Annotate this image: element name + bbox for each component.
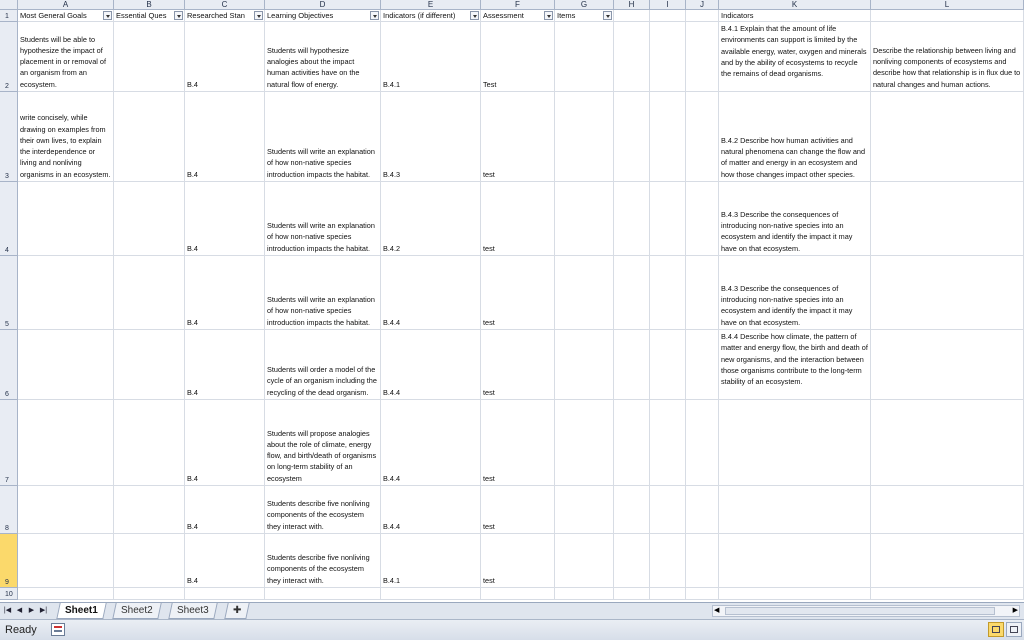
cell-text: B.4.4 bbox=[383, 521, 401, 531]
cell-d-row9[interactable] bbox=[265, 534, 381, 588]
cell-h-row9[interactable] bbox=[614, 534, 650, 588]
cell-i-row4[interactable] bbox=[650, 182, 686, 256]
cell-d-row8[interactable] bbox=[265, 486, 381, 534]
cell-h-row4[interactable] bbox=[614, 182, 650, 256]
cell-c-row9[interactable] bbox=[185, 534, 265, 588]
cell-text: B.4 bbox=[187, 521, 198, 531]
cell-k-row3[interactable] bbox=[719, 92, 871, 182]
cell-text: B.4.1 bbox=[383, 79, 401, 89]
cell-j-row8[interactable] bbox=[686, 486, 719, 534]
cell-a-row6[interactable] bbox=[18, 330, 114, 400]
cell-h-row2[interactable] bbox=[614, 22, 650, 92]
cell-text: B.4.1 bbox=[383, 575, 401, 585]
cell-f-row3[interactable] bbox=[481, 92, 555, 182]
cell-l-row8[interactable] bbox=[871, 486, 1024, 534]
row-header-2[interactable] bbox=[0, 22, 18, 92]
row-header-7[interactable] bbox=[0, 400, 18, 486]
scroll-left-icon[interactable]: ◀ bbox=[714, 607, 720, 614]
row-number: 6 bbox=[5, 391, 9, 398]
row-number: 3 bbox=[5, 173, 9, 180]
cell-j-row6[interactable] bbox=[686, 330, 719, 400]
cell-b-row2[interactable] bbox=[114, 22, 185, 92]
cell-c-row7[interactable] bbox=[185, 400, 265, 486]
row-header-3[interactable] bbox=[0, 92, 18, 182]
first-sheet-icon[interactable]: |◀ bbox=[3, 607, 12, 614]
insert-sheet-icon[interactable]: ✚ bbox=[224, 603, 249, 619]
cell-a-row10[interactable] bbox=[18, 588, 114, 600]
cell-text: Students will propose analogies about the role of climate, energy flow, and birth/death of organisms on long-term stability of an ecosystem bbox=[267, 428, 379, 483]
cell-text: Students will write an explanation of how non-native species introduction impacts the habitat. bbox=[267, 147, 377, 179]
header-cell-a[interactable] bbox=[18, 10, 114, 22]
header-label-a: Most General Goals bbox=[20, 11, 87, 20]
cell-c-row2[interactable] bbox=[185, 22, 265, 92]
row-number: 9 bbox=[5, 579, 9, 586]
cell-l-row4[interactable] bbox=[871, 182, 1024, 256]
header-cell-j[interactable] bbox=[686, 10, 719, 22]
cell-j-row4[interactable] bbox=[686, 182, 719, 256]
cell-text: B.4.3 bbox=[383, 169, 401, 179]
header-cell-b[interactable] bbox=[114, 10, 185, 22]
header-cell-i[interactable] bbox=[650, 10, 686, 22]
cell-c-row4[interactable] bbox=[185, 182, 265, 256]
filter-dropdown-icon[interactable] bbox=[103, 11, 112, 20]
cell-e-row3[interactable] bbox=[381, 92, 481, 182]
cell-k-row4[interactable] bbox=[719, 182, 871, 256]
cell-j-row5[interactable] bbox=[686, 256, 719, 330]
cell-d-row2[interactable] bbox=[265, 22, 381, 92]
cell-e-row7[interactable] bbox=[381, 400, 481, 486]
cell-d-row3[interactable] bbox=[265, 92, 381, 182]
cell-c-row5[interactable] bbox=[185, 256, 265, 330]
row-header-4[interactable] bbox=[0, 182, 18, 256]
cell-c-row10[interactable] bbox=[185, 588, 265, 600]
cell-d-row7[interactable] bbox=[265, 400, 381, 486]
header-cell-f[interactable] bbox=[481, 10, 555, 22]
cell-h-row7[interactable] bbox=[614, 400, 650, 486]
cell-text: B.4.4 bbox=[383, 473, 401, 483]
cell-a-row9[interactable] bbox=[18, 534, 114, 588]
cell-text: Students will hypothesize analogies about the impact human activities have on the natural flow of energy. bbox=[267, 45, 362, 89]
column-header-h[interactable]: H bbox=[614, 0, 650, 10]
header-cell-l[interactable] bbox=[871, 10, 1024, 22]
cell-text: B.4.1 Explain that the amount of life environments can support is limited by the available energy, water, oxygen and minerals and by the ability of ecosystems to recycle the remains of dead organisms. bbox=[721, 24, 869, 79]
cell-text: B.4.2 Describe how human activities and natural phenomena can change the flow and of matter and energy in an ecosystem and how those changes impact other species. bbox=[721, 135, 868, 179]
cell-text: test bbox=[483, 387, 495, 397]
cell-text: test bbox=[483, 243, 495, 253]
cell-k-row6[interactable] bbox=[719, 330, 871, 400]
cell-g-row4[interactable] bbox=[555, 182, 614, 256]
header-cell-h[interactable] bbox=[614, 10, 650, 22]
cell-d-row4[interactable] bbox=[265, 182, 381, 256]
cell-f-row9[interactable] bbox=[481, 534, 555, 588]
cell-h-row5[interactable] bbox=[614, 256, 650, 330]
cell-k-row10[interactable] bbox=[719, 588, 871, 600]
cell-d-row10[interactable] bbox=[265, 588, 381, 600]
filter-dropdown-icon[interactable] bbox=[544, 11, 553, 20]
cell-text: test bbox=[483, 575, 495, 585]
row-number: 2 bbox=[5, 83, 9, 90]
cell-c-row3[interactable] bbox=[185, 92, 265, 182]
header-cell-d[interactable] bbox=[265, 10, 381, 22]
horizontal-scrollbar[interactable] bbox=[712, 605, 1020, 617]
cell-e-row6[interactable] bbox=[381, 330, 481, 400]
prev-sheet-icon[interactable]: ◀ bbox=[16, 607, 23, 614]
column-header-l[interactable]: L bbox=[871, 0, 1024, 10]
header-label-k: Indicators bbox=[721, 11, 754, 20]
cell-text: B.4 bbox=[187, 243, 198, 253]
column-header-d[interactable]: D bbox=[265, 0, 381, 10]
cell-text: Students will write an explanation of how non-native species introduction impacts the habitat. bbox=[267, 295, 377, 327]
header-label-f: Assessment bbox=[483, 11, 524, 20]
cell-i-row8[interactable] bbox=[650, 486, 686, 534]
header-label-g: Items bbox=[557, 11, 576, 20]
cell-text: B.4.4 bbox=[383, 317, 401, 327]
column-header-e[interactable]: E bbox=[381, 0, 481, 10]
cell-text: Describe the relationship between living and nonliving components of ecosystems and describe how that relationship is in flux due to natural changes and human actions. bbox=[873, 45, 1023, 89]
cell-b-row7[interactable] bbox=[114, 400, 185, 486]
cell-text: test bbox=[483, 317, 495, 327]
cell-text: B.4.3 Describe the consequences of introducing non-native species into an ecosystem and identify the impact it may have on that ecosystem. bbox=[721, 283, 855, 327]
header-cell-c[interactable] bbox=[185, 10, 265, 22]
normal-view-icon[interactable] bbox=[988, 622, 1004, 637]
cell-g-row3[interactable] bbox=[555, 92, 614, 182]
cell-text: write concisely, while drawing on examples from their own lives, to explain the interdependence or living and nonliving organisms in an ecosystem. bbox=[20, 113, 111, 179]
cell-g-row5[interactable] bbox=[555, 256, 614, 330]
cell-text: B.4 bbox=[187, 317, 198, 327]
macro-record-icon[interactable] bbox=[51, 623, 65, 636]
select-all-corner[interactable] bbox=[0, 0, 18, 10]
row-number: 5 bbox=[5, 321, 9, 328]
cell-f-row2[interactable] bbox=[481, 22, 555, 92]
tab-sheet1[interactable]: Sheet1 bbox=[56, 603, 106, 619]
cell-k-row2[interactable] bbox=[719, 22, 871, 92]
cell-c-row6[interactable] bbox=[185, 330, 265, 400]
cell-g-row10[interactable] bbox=[555, 588, 614, 600]
cell-text: B.4.4 Describe how climate, the pattern of matter and energy flow, the birth and death of new organisms, and the interaction between those organisms contribute to the long-term stability of an ecosystem. bbox=[721, 332, 870, 387]
cell-g-row2[interactable] bbox=[555, 22, 614, 92]
row-header-5[interactable] bbox=[0, 256, 18, 330]
cell-k-row8[interactable] bbox=[719, 486, 871, 534]
cell-a-row8[interactable] bbox=[18, 486, 114, 534]
cell-text: B.4 bbox=[187, 575, 198, 585]
header-cell-e[interactable] bbox=[381, 10, 481, 22]
cell-f-row10[interactable] bbox=[481, 588, 555, 600]
cell-b-row3[interactable] bbox=[114, 92, 185, 182]
filter-dropdown-icon[interactable] bbox=[254, 11, 263, 20]
cell-a-row4[interactable] bbox=[18, 182, 114, 256]
status-ready-text: Ready bbox=[5, 624, 37, 636]
cell-i-row9[interactable] bbox=[650, 534, 686, 588]
cell-e-row4[interactable] bbox=[381, 182, 481, 256]
row-header-1[interactable] bbox=[0, 10, 18, 22]
header-label-c: Researched Stan bbox=[187, 11, 245, 20]
column-header-a[interactable]: A bbox=[18, 0, 114, 10]
row-number: 7 bbox=[5, 477, 9, 484]
cell-h-row10[interactable] bbox=[614, 588, 650, 600]
cell-b-row9[interactable] bbox=[114, 534, 185, 588]
cell-f-row5[interactable] bbox=[481, 256, 555, 330]
filter-dropdown-icon[interactable] bbox=[603, 11, 612, 20]
filter-dropdown-icon[interactable] bbox=[370, 11, 379, 20]
row-header-10[interactable] bbox=[0, 588, 18, 600]
cell-l-row2[interactable] bbox=[871, 22, 1024, 92]
scroll-right-icon[interactable]: ▶ bbox=[1012, 607, 1018, 614]
cell-a-row2[interactable] bbox=[18, 22, 114, 92]
cell-i-row3[interactable] bbox=[650, 92, 686, 182]
row-number: 10 bbox=[5, 591, 13, 598]
cell-e-row5[interactable] bbox=[381, 256, 481, 330]
cell-text: Students will be able to hypothesize the impact of placement in or removal of an organism from an ecosystem. bbox=[20, 34, 109, 89]
cell-k-row9[interactable] bbox=[719, 534, 871, 588]
cell-g-row8[interactable] bbox=[555, 486, 614, 534]
cell-l-row7[interactable] bbox=[871, 400, 1024, 486]
header-cell-k[interactable] bbox=[719, 10, 871, 22]
header-label-e: Indicators (if different) bbox=[383, 11, 456, 20]
cell-text: Test bbox=[483, 79, 497, 89]
cell-i-row2[interactable] bbox=[650, 22, 686, 92]
cell-f-row7[interactable] bbox=[481, 400, 555, 486]
cell-l-row9[interactable] bbox=[871, 534, 1024, 588]
cell-i-row5[interactable] bbox=[650, 256, 686, 330]
cell-text: B.4 bbox=[187, 473, 198, 483]
cell-a-row3[interactable] bbox=[18, 92, 114, 182]
column-header-j[interactable]: J bbox=[686, 0, 719, 10]
cell-j-row2[interactable] bbox=[686, 22, 719, 92]
cell-g-row7[interactable] bbox=[555, 400, 614, 486]
header-label-d: Learning Objectives bbox=[267, 11, 334, 20]
column-header-i[interactable]: I bbox=[650, 0, 686, 10]
cell-text: B.4.4 bbox=[383, 387, 401, 397]
cell-l-row6[interactable] bbox=[871, 330, 1024, 400]
cell-c-row8[interactable] bbox=[185, 486, 265, 534]
tab-sheet3[interactable]: Sheet3 bbox=[168, 603, 217, 619]
row-number: 8 bbox=[5, 525, 9, 532]
next-sheet-icon[interactable]: ▶ bbox=[28, 607, 35, 614]
sheet-tab-bar bbox=[0, 602, 1024, 619]
row-number: 4 bbox=[5, 247, 9, 254]
cell-i-row6[interactable] bbox=[650, 330, 686, 400]
cell-e-row2[interactable] bbox=[381, 22, 481, 92]
cell-text: Students describe five nonliving components of the ecosystem they interact with. bbox=[267, 553, 372, 585]
cell-text: B.4 bbox=[187, 169, 198, 179]
last-sheet-icon[interactable]: ▶| bbox=[39, 607, 48, 614]
cell-k-row7[interactable] bbox=[719, 400, 871, 486]
cell-e-row10[interactable] bbox=[381, 588, 481, 600]
cell-f-row8[interactable] bbox=[481, 486, 555, 534]
column-header-f[interactable]: F bbox=[481, 0, 555, 10]
cell-j-row7[interactable] bbox=[686, 400, 719, 486]
cell-text: Students describe five nonliving components of the ecosystem they interact with. bbox=[267, 499, 372, 531]
cell-b-row8[interactable] bbox=[114, 486, 185, 534]
cell-h-row3[interactable] bbox=[614, 92, 650, 182]
cell-b-row5[interactable] bbox=[114, 256, 185, 330]
cell-text: B.4 bbox=[187, 79, 198, 89]
status-bar bbox=[0, 619, 1024, 640]
cell-text: B.4.3 Describe the consequences of introducing non-native species into an ecosystem and identify the impact it may have on that ecosystem. bbox=[721, 209, 855, 253]
cell-j-row10[interactable] bbox=[686, 588, 719, 600]
cell-b-row4[interactable] bbox=[114, 182, 185, 256]
row-header-6[interactable] bbox=[0, 330, 18, 400]
cell-text: Students will write an explanation of how non-native species introduction impacts the habitat. bbox=[267, 221, 377, 253]
cell-e-row9[interactable] bbox=[381, 534, 481, 588]
cell-d-row6[interactable] bbox=[265, 330, 381, 400]
cell-g-row6[interactable] bbox=[555, 330, 614, 400]
filter-dropdown-icon[interactable] bbox=[174, 11, 183, 20]
cell-text: B.4.2 bbox=[383, 243, 401, 253]
cell-text: test bbox=[483, 473, 495, 483]
cell-a-row7[interactable] bbox=[18, 400, 114, 486]
row-header-8[interactable] bbox=[0, 486, 18, 534]
cell-text: B.4 bbox=[187, 387, 198, 397]
cell-b-row10[interactable] bbox=[114, 588, 185, 600]
cell-h-row6[interactable] bbox=[614, 330, 650, 400]
cell-j-row9[interactable] bbox=[686, 534, 719, 588]
column-header-c[interactable]: C bbox=[185, 0, 265, 10]
cell-d-row5[interactable] bbox=[265, 256, 381, 330]
scrollbar-thumb[interactable] bbox=[725, 607, 995, 615]
cell-i-row7[interactable] bbox=[650, 400, 686, 486]
filter-dropdown-icon[interactable] bbox=[470, 11, 479, 20]
row-header-9[interactable] bbox=[0, 534, 18, 588]
column-header-b[interactable]: B bbox=[114, 0, 185, 10]
row-number: 1 bbox=[5, 13, 9, 20]
column-header-k[interactable]: K bbox=[719, 0, 871, 10]
cell-text: test bbox=[483, 169, 495, 179]
header-label-b: Essential Ques bbox=[116, 11, 167, 20]
tab-sheet2[interactable]: Sheet2 bbox=[112, 603, 161, 619]
page-layout-view-icon[interactable] bbox=[1006, 622, 1022, 637]
header-cell-g[interactable] bbox=[555, 10, 614, 22]
cell-l-row3[interactable] bbox=[871, 92, 1024, 182]
cell-a-row5[interactable] bbox=[18, 256, 114, 330]
cell-g-row9[interactable] bbox=[555, 534, 614, 588]
cell-l-row5[interactable] bbox=[871, 256, 1024, 330]
cell-text: Students will order a model of the cycle of an organism including the recycling of the dead organism. bbox=[267, 365, 379, 397]
cell-f-row6[interactable] bbox=[481, 330, 555, 400]
cell-k-row5[interactable] bbox=[719, 256, 871, 330]
cell-text: test bbox=[483, 521, 495, 531]
cell-b-row6[interactable] bbox=[114, 330, 185, 400]
cell-e-row8[interactable] bbox=[381, 486, 481, 534]
column-header-g[interactable]: G bbox=[555, 0, 614, 10]
cell-i-row10[interactable] bbox=[650, 588, 686, 600]
cell-l-row10[interactable] bbox=[871, 588, 1024, 600]
cell-f-row4[interactable] bbox=[481, 182, 555, 256]
cell-h-row8[interactable] bbox=[614, 486, 650, 534]
cell-j-row3[interactable] bbox=[686, 92, 719, 182]
